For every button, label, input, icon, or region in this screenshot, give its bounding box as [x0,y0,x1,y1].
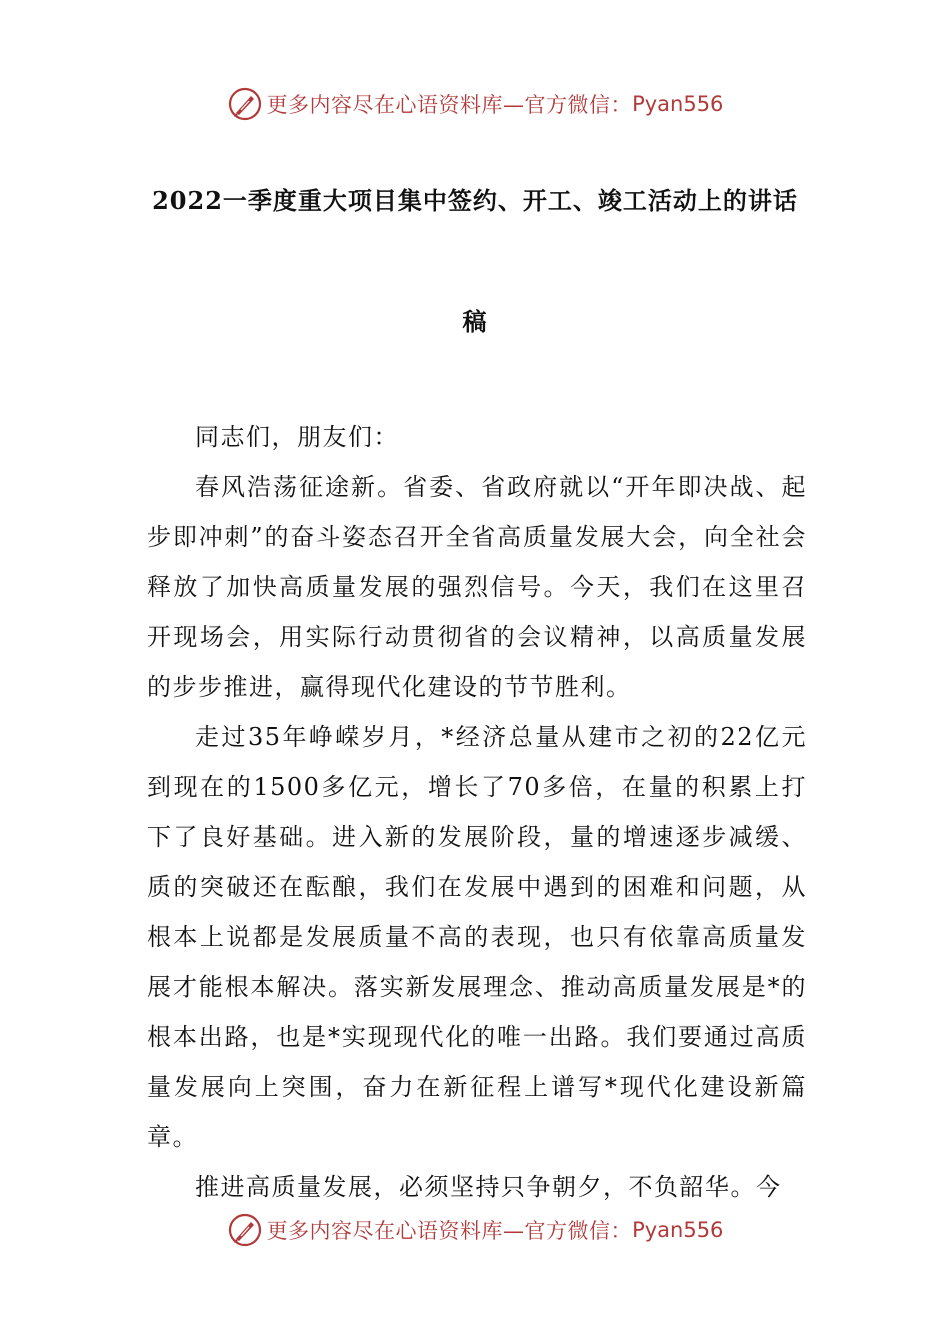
pen-logo-icon [227,86,263,122]
document-title: 2022一季度重大项目集中签约、开工、竣工活动上的讲话 [152,186,798,215]
wechat-id: Pyan556 [632,1218,724,1242]
document-title-continued: 稿 [462,307,488,336]
wechat-id: Pyan556 [632,92,724,116]
salutation: 同志们，朋友们： [195,423,399,451]
banner-text: 更多内容尽在心语资料库—官方微信： [266,1219,633,1243]
paragraph: 春风浩荡征途新。省委、省政府就以“开年即决战、起步即冲刺”的奋斗姿态召开全省高质量发展大会，向全社会释放了加快高质量发展的强烈信号。今天，我们在这里召开现场会，用实际行动贯彻省的会议精神，以高质量发展的步步推进，赢得现代化建设的节节胜利。 [147,473,807,701]
document-body [147,412,807,1212]
paragraph: 推进高质量发展，必须坚持只争朝夕，不负韶华。今 [195,1173,782,1201]
footer-banner [0,1208,950,1252]
banner-text: 更多内容尽在心语资料库—官方微信： [266,93,633,117]
pen-logo-icon [227,1212,263,1248]
header-banner [0,82,950,126]
paragraph: 走过35年峥嵘岁月，*经济总量从建市之初的22亿元到现在的1500多亿元，增长了70多倍，在量的积累上打下了良好基础。进入新的发展阶段，量的增速逐步减缓、质的突破还在酝酿，我们在发展中遇到的困难和问题，从根本上说都是发展质量不高的表现，也只有依靠高质量发展才能根本解决。落实新发展理念、推动高质量发展是*的根本出路，也是*实现现代化的唯一出路。我们要通过高质量发展向上突围，奋力在新征程上谱写*现代化建设新篇章。 [147,723,807,1151]
